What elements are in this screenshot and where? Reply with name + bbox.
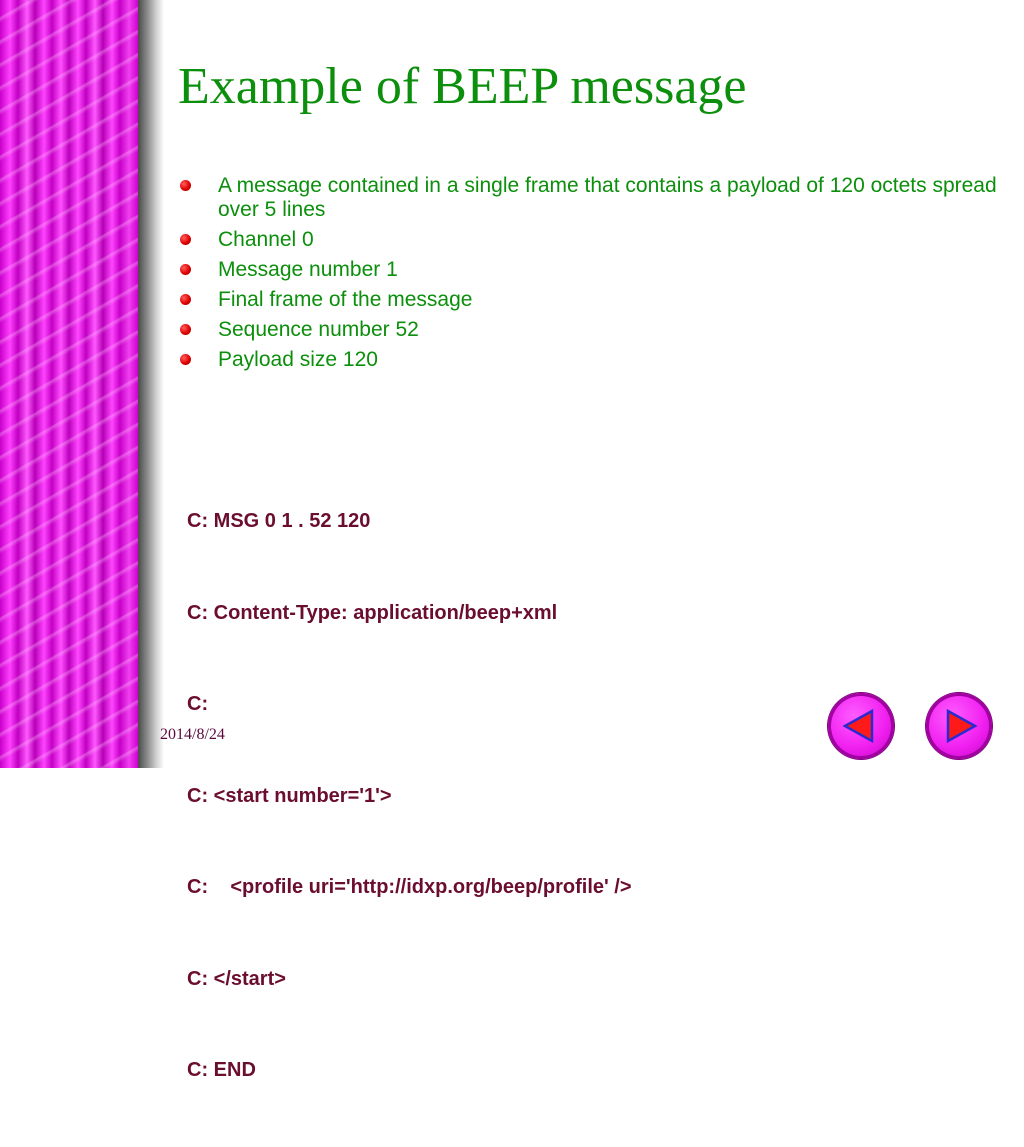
- bullet-text: Channel 0: [218, 228, 314, 251]
- bullet-item: [180, 258, 1010, 282]
- bullet-text: Message number 1: [218, 258, 398, 281]
- code-line: C: <profile uri='http://idxp.org/beep/profile' />: [187, 876, 632, 898]
- code-line: C: <start number='1'>: [187, 784, 392, 807]
- bullet-item: [180, 288, 1010, 312]
- slide-title: Example of BEEP message: [178, 58, 747, 115]
- bullet-dot-icon: [180, 264, 191, 275]
- code-block: [187, 445, 632, 1147]
- bullet-dot-icon: [180, 354, 191, 365]
- code-line: C: </start>: [187, 967, 286, 990]
- triangle-left-icon: [828, 693, 894, 759]
- bullet-text: A message contained in a single frame that contains a payload of 120 octets spread over 5 lines: [218, 174, 997, 221]
- decorative-left-band: [0, 0, 138, 768]
- bullet-dot-icon: [180, 180, 191, 191]
- code-line: C: MSG 0 1 . 52 120: [187, 510, 371, 532]
- triangle-right-icon: [926, 693, 992, 759]
- bullet-text: Final frame of the message: [218, 288, 473, 311]
- bullet-item: [180, 228, 1010, 252]
- bullet-list: [180, 174, 1010, 378]
- next-slide-button[interactable]: [926, 693, 992, 759]
- code-line: C: END: [187, 1059, 256, 1081]
- code-line: C: Content-Type: application/beep+xml: [187, 601, 558, 624]
- code-line: C:: [187, 693, 209, 715]
- decorative-band-shadow: [138, 0, 164, 768]
- bullet-dot-icon: [180, 234, 191, 245]
- previous-slide-button[interactable]: [828, 693, 894, 759]
- bullet-dot-icon: [180, 294, 191, 305]
- bullet-dot-icon: [180, 324, 191, 335]
- bullet-item: [180, 174, 1010, 222]
- bullet-text: Sequence number 52: [218, 318, 419, 341]
- slide-date: 2014/8/24: [160, 726, 225, 743]
- bullet-item: [180, 318, 1010, 342]
- bullet-text: Payload size 120: [218, 348, 378, 371]
- bullet-item: [180, 348, 1010, 372]
